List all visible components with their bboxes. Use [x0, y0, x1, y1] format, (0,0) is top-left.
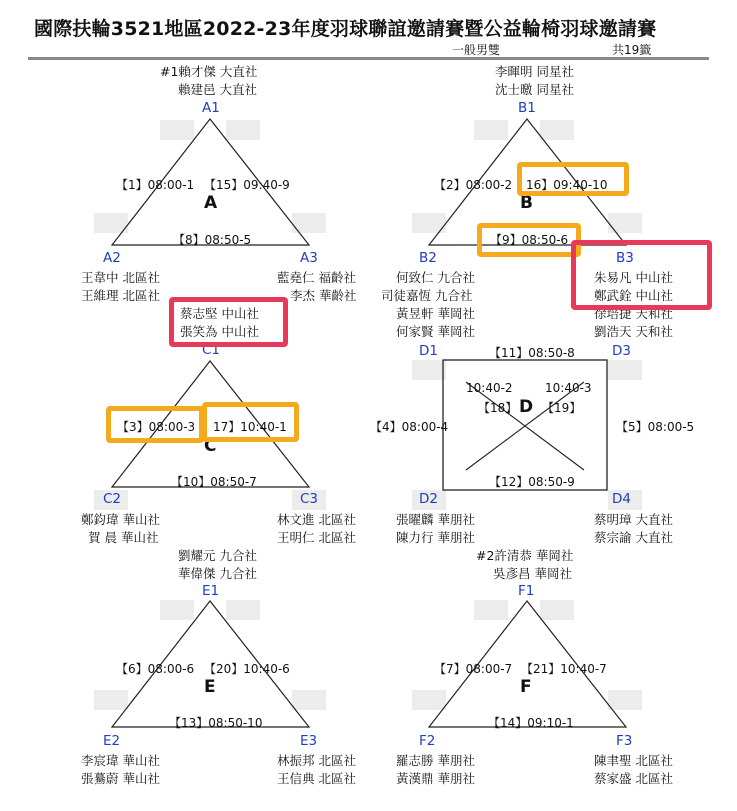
match-d-diagonal-right-no: 【19】	[542, 401, 582, 415]
match-e-bottom: 【13】08:50-10	[169, 716, 263, 730]
group-c-top-player: 張笑為 中山社	[180, 324, 259, 339]
vertex-b1: B1	[518, 100, 536, 116]
square-d	[443, 360, 607, 490]
group-e-top-player: 華偉傑 九合社	[178, 566, 257, 581]
match-d-diagonal-right-time: 10:40-3	[545, 381, 592, 395]
vertex-e2: E2	[103, 733, 121, 749]
match-d-bottom: 【12】08:50-9	[489, 475, 575, 489]
group-a-letter: A	[204, 193, 218, 213]
match-a-bottom: 【8】08:50-5	[173, 233, 252, 247]
group-e-player: 林振邦 北區社	[277, 753, 356, 768]
vertex-d3: D3	[612, 343, 631, 359]
group-b-top-player: 李暉明 同星社	[495, 64, 574, 79]
match-b-left: 【2】08:00-2	[434, 178, 513, 192]
highlight-b3-pair	[571, 240, 712, 310]
group-f-top-player: 吳彥昌 華岡社	[493, 566, 572, 581]
group-b-top-player: 沈士曒 同星社	[495, 82, 574, 97]
group-e-letter: E	[204, 677, 216, 697]
group-d-player: 張曜麟 華朋社	[396, 512, 475, 527]
group-d-letter: D	[519, 397, 534, 417]
group-a-player: 李杰 華齡社	[290, 288, 357, 303]
match-c-bottom: 【10】08:50-7	[171, 475, 257, 489]
vertex-b2: B2	[419, 250, 437, 266]
group-c-player: 賀 晨 華山社	[88, 530, 159, 545]
highlight-match-17	[202, 402, 299, 442]
group-f-seed-player: #2許清恭 華岡社	[476, 548, 574, 563]
vertex-d4: D4	[612, 491, 631, 507]
group-c-player: 林文進 北區社	[277, 512, 356, 527]
group-c-player: 鄭鈞瑋 華山社	[81, 512, 160, 527]
match-d-right: 【5】08:00-5	[616, 420, 695, 434]
vertex-c1: C1	[202, 342, 221, 358]
vertex-e1: E1	[202, 583, 220, 599]
group-f-player: 陳聿聖 北區社	[594, 753, 673, 768]
category-label: 一般男雙	[452, 43, 501, 57]
group-d-player: 蔡宗諭 大直社	[594, 530, 673, 545]
match-a-right: 【15】09:40-9	[204, 178, 290, 192]
match-d-top: 【11】08:50-8	[489, 346, 575, 360]
group-b-player: 黃昱軒 華岡社	[396, 306, 475, 321]
group-b-player: 朱易凡 中山社	[594, 270, 673, 285]
match-f-left: 【7】08:00-7	[434, 662, 513, 676]
group-a-player: 王韋中 北區社	[81, 270, 160, 285]
group-d-player: 蔡明璋 大直社	[594, 512, 673, 527]
group-d-player: 陳力行 華朋社	[396, 530, 475, 545]
page-title: 國際扶輪3521地區2022-23年度羽球聯誼邀請賽暨公益輪椅羽球邀請賽	[34, 18, 657, 40]
match-e-left: 【6】08:00-6	[116, 662, 195, 676]
group-b-letter: B	[520, 193, 533, 213]
highlight-c1-pair	[169, 297, 288, 347]
group-b-player: 何家賢 華岡社	[396, 324, 475, 339]
group-b-player: 鄭武銓 中山社	[594, 288, 673, 303]
highlight-match-16	[517, 162, 629, 196]
group-b-player: 劉浩天 天和社	[594, 324, 673, 339]
group-a-top-player: 賴建邑 大直社	[178, 82, 257, 97]
group-f-player: 羅志勝 華朋社	[396, 753, 475, 768]
group-a-seed-player: #1賴才傑 大直社	[160, 64, 258, 79]
match-a-left: 【1】08:00-1	[116, 178, 195, 192]
match-e-right: 【20】10:40-6	[204, 662, 290, 676]
group-c-letter: C	[204, 436, 217, 456]
match-d-left: 【4】08:00-4	[370, 420, 449, 434]
highlight-match-3	[106, 406, 204, 443]
match-d-diagonal-left-no: 【18】	[478, 401, 518, 415]
group-e-player: 張驀蔚 華山社	[81, 771, 160, 786]
match-f-bottom: 【14】09:10-1	[488, 716, 574, 730]
match-b-bottom: 【9】08:50-6	[490, 233, 569, 247]
vertex-a3: A3	[300, 250, 318, 266]
match-c-right: 17】10:40-1	[213, 420, 287, 434]
vertex-c2: C2	[103, 491, 122, 507]
group-e-top-player: 劉耀元 九合社	[178, 548, 257, 563]
group-f-player: 蔡家盛 北區社	[594, 771, 673, 786]
group-b-player: 司徒嘉恆 九合社	[381, 288, 473, 303]
group-f-player: 黃漢鼎 華朋社	[396, 771, 475, 786]
group-c-top-player: 蔡志堅 中山社	[180, 306, 259, 321]
group-b-player: 何致仁 九合社	[396, 270, 475, 285]
vertex-c3: C3	[300, 491, 319, 507]
group-a-player: 王維理 北區社	[81, 288, 160, 303]
highlight-match-9	[477, 223, 581, 257]
vertex-b3: B3	[616, 250, 634, 266]
vertex-a2: A2	[103, 250, 121, 266]
group-a-player: 藍堯仁 福齡社	[277, 270, 356, 285]
vertex-f3: F3	[616, 733, 633, 749]
group-e-player: 王信典 北區社	[277, 771, 356, 786]
vertex-d2: D2	[419, 491, 438, 507]
group-f-letter: F	[520, 677, 532, 697]
vertex-a1: A1	[202, 100, 220, 116]
group-e-player: 李宸瑋 華山社	[81, 753, 160, 768]
match-d-diagonal-left-time: 10:40-2	[466, 381, 513, 395]
group-c-player: 王明仁 北區社	[277, 530, 356, 545]
group-b-player: 徐培捷 天和社	[594, 306, 673, 321]
match-b-right: 16】09:40-10	[526, 178, 608, 192]
vertex-e3: E3	[300, 733, 318, 749]
vertex-f1: F1	[518, 583, 535, 599]
draw-count: 共19籤	[612, 43, 652, 57]
vertex-f2: F2	[419, 733, 436, 749]
match-f-right: 【21】10:40-7	[521, 662, 607, 676]
vertex-d1: D1	[419, 343, 438, 359]
match-c-left: 【3】08:00-3	[117, 420, 196, 434]
